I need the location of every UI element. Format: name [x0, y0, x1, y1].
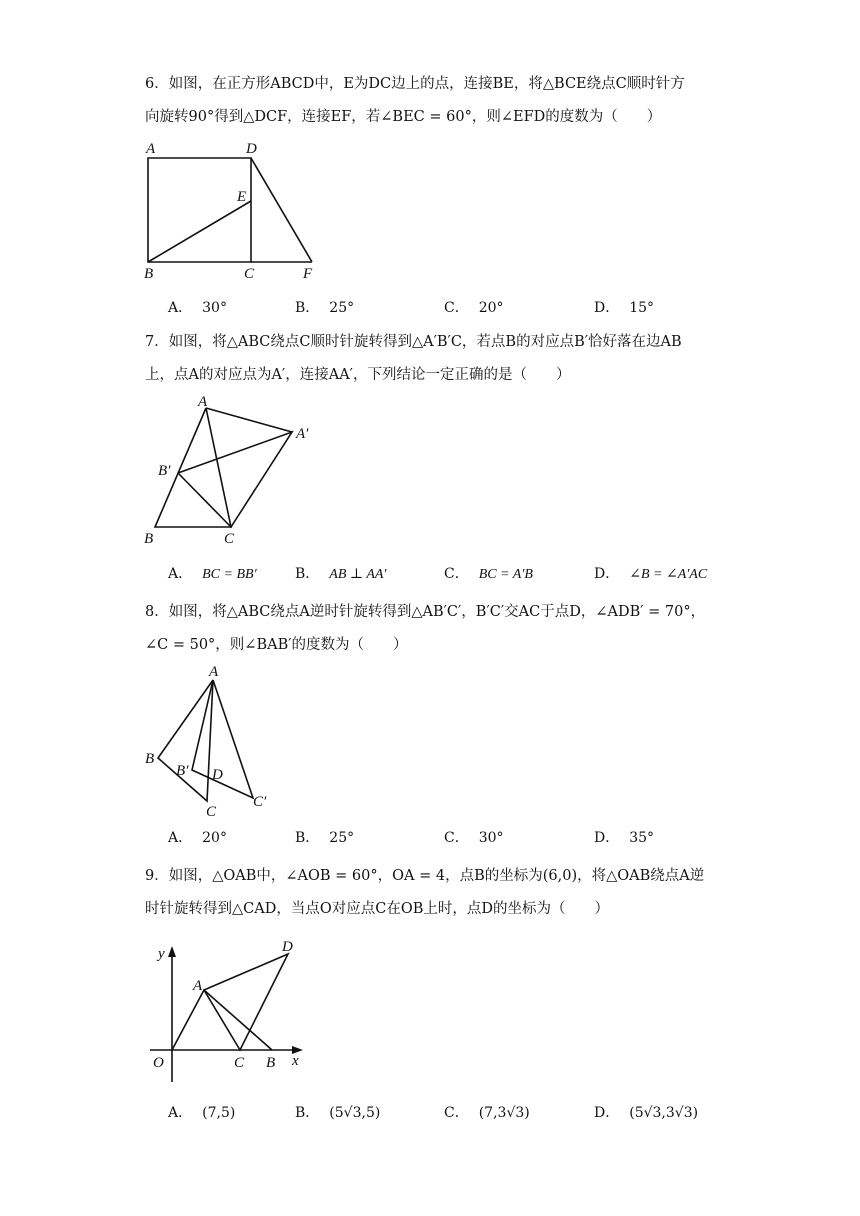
question-8-line-1: 8．如图，将△ABC绕点A逆时针旋转得到△AB′C′，B′C′交AC于点D，∠ADB′ = 70°，: [145, 604, 706, 620]
label-c: C: [206, 804, 217, 820]
question-8-line-2: ∠C = 50°，则∠BAB′的度数为（ ）: [145, 637, 408, 653]
triangle-a1b1c: [178, 432, 292, 527]
option-b[interactable]: B． AB ⊥ AA′: [295, 566, 387, 582]
label-y: y: [158, 946, 165, 962]
triangle-abc: [158, 680, 213, 801]
options-q6: [168, 297, 768, 321]
label-b-prime: B′: [176, 763, 189, 779]
option-b[interactable]: B． (5√3,5): [295, 1105, 381, 1121]
label-a-prime: A′: [296, 426, 309, 442]
figure-q8-rotation: [140, 662, 280, 820]
question-7-line-2: 上，点A的对应点为A′，连接AA′，下列结论一定正确的是（ ）: [145, 367, 571, 383]
question-9-line-2: 时针旋转得到△CAD，当点O对应点C在OB上时，点D的坐标为（ ）: [145, 901, 609, 917]
label-c-prime: C′: [253, 794, 267, 810]
question-7: [145, 326, 735, 392]
question-8: [145, 596, 735, 662]
options-q7: [168, 563, 768, 587]
option-d[interactable]: D． ∠B = ∠A′AC: [594, 566, 708, 582]
option-b[interactable]: B． 25°: [295, 830, 355, 846]
option-a[interactable]: A． 20°: [168, 830, 227, 846]
label-b: B: [144, 531, 154, 547]
question-7-line-1: 7．如图，将△ABC绕点C顺时针旋转得到△A′B′C，若点B的对应点B′恰好落在边AB: [145, 334, 682, 350]
option-a[interactable]: A． BC = BB′: [168, 566, 257, 582]
option-a[interactable]: A． (7,5): [168, 1105, 236, 1121]
option-b[interactable]: B． 25°: [295, 300, 355, 316]
figure-q6-square: [140, 138, 330, 283]
option-c[interactable]: C． 30°: [444, 830, 504, 846]
segment-be: [148, 201, 251, 262]
label-f: F: [303, 266, 313, 282]
label-d: D: [246, 141, 257, 157]
option-a[interactable]: A． 30°: [168, 300, 227, 316]
label-a: A: [209, 664, 219, 680]
label-d: D: [212, 767, 223, 783]
question-6: [145, 68, 735, 134]
question-6-line-1: 6．如图，在正方形ABCD中，E为DC边上的点，连接BE，将△BCE绕点C顺时针方: [145, 76, 685, 92]
segment-df: [251, 158, 312, 262]
label-x: x: [292, 1053, 299, 1069]
label-c: C: [224, 531, 235, 547]
question-6-line-2: 向旋转90°得到△DCF，连接EF，若∠BEC = 60°，则∠EFD的度数为（ ）: [145, 109, 662, 125]
label-b: B: [266, 1055, 276, 1071]
label-a: A: [146, 141, 156, 157]
option-d[interactable]: D． 15°: [594, 300, 655, 316]
label-a: A: [198, 394, 208, 410]
label-c: C: [234, 1055, 245, 1071]
label-b: B: [144, 266, 154, 282]
label-b: B: [145, 751, 155, 767]
figure-q7-rotation: [140, 393, 330, 548]
label-a: A: [193, 978, 203, 994]
options-q8: [168, 827, 768, 851]
option-c[interactable]: C． BC = A′B: [444, 566, 533, 582]
question-9-line-1: 9．如图，△OAB中，∠AOB = 60°，OA = 4，点B的坐标为(6,0)，将△OAB绕点A逆: [145, 868, 705, 884]
label-b-prime: B′: [158, 463, 171, 479]
figure-q9-coordinate: [140, 932, 320, 1087]
segment-aa1: [206, 408, 292, 432]
label-o: O: [153, 1055, 164, 1071]
y-axis-arrow: [168, 946, 176, 957]
question-9: [145, 860, 735, 926]
label-d: D: [282, 939, 293, 955]
option-c[interactable]: C． 20°: [444, 300, 504, 316]
options-q9: [168, 1102, 768, 1126]
label-c: C: [244, 266, 255, 282]
option-c[interactable]: C． (7,3√3): [444, 1105, 530, 1121]
option-d[interactable]: D． (5√3,3√3): [594, 1105, 699, 1121]
label-e: E: [237, 189, 247, 205]
option-d[interactable]: D． 35°: [594, 830, 655, 846]
